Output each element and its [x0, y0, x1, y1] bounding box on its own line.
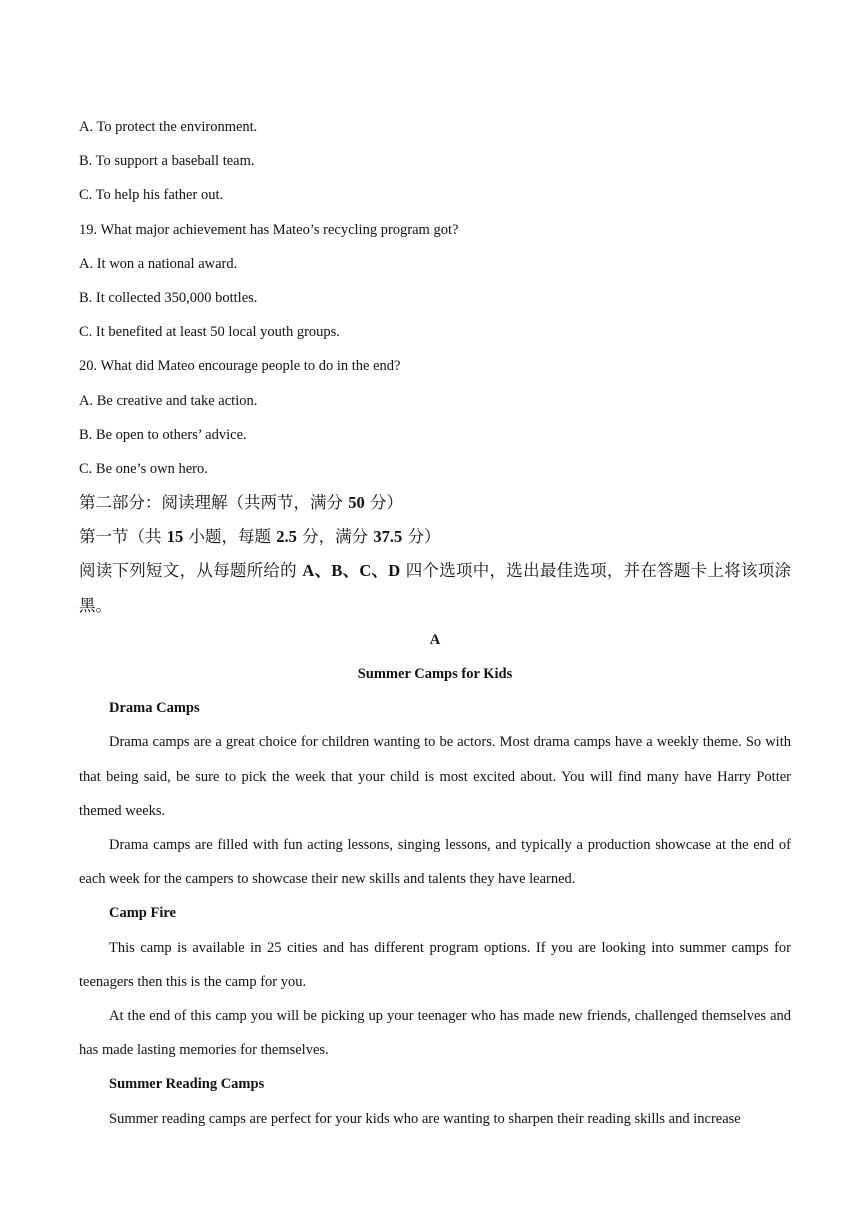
document-page: [79, 110, 791, 1136]
instructions: 阅读下列短文，从每题所给的 A、B、C、D 四个选项中，选出最佳选项，并在答题卡上将该项涂黑。: [79, 561, 791, 615]
camp-fire-paragraph-1: This camp is available in 25 cities and has different program options. If you are looking into summer camps for teenagers then this is the camp for you.: [79, 939, 791, 990]
q20-option-b: B. Be open to others’ advice.: [79, 426, 247, 443]
q19-option-c: C. It benefited at least 50 local youth groups.: [79, 324, 340, 341]
passage-label: A: [429, 631, 441, 648]
camp-fire-paragraph-2: At the end of this camp you will be picking up your teenager who has made new friends, challenged themselves and has made lasting memories for themselves.: [79, 1008, 791, 1059]
passage-title: Summer Camps for Kids: [357, 666, 513, 683]
part2-title: 第二部分：阅读理解（共两节，满分 50 分）: [79, 493, 403, 513]
section1-title: 第一节（共 15 小题，每题 2.5 分，满分 37.5 分）: [79, 527, 441, 547]
camp-fire-heading: Camp Fire: [109, 905, 176, 922]
q19-stem: 19. What major achievement has Mateo’s recycling program got?: [79, 221, 459, 238]
summer-reading-heading: Summer Reading Camps: [109, 1076, 265, 1093]
drama-paragraph-2: Drama camps are filled with fun acting lessons, singing lessons, and typically a production showcase at the end of each week for the campers to showcase their new skills and talents they have learned.: [79, 837, 791, 888]
q20-option-a: A. Be creative and take action.: [79, 392, 258, 409]
q18-option-c: C. To help his father out.: [79, 187, 224, 204]
q18-option-b: B. To support a baseball team.: [79, 153, 255, 170]
q20-option-c: C. Be one’s own hero.: [79, 460, 208, 477]
q20-stem: 20. What did Mateo encourage people to do in the end?: [79, 358, 401, 375]
drama-paragraph-1: Drama camps are a great choice for children wanting to be actors. Most drama camps have a weekly theme. So with that being said, be sure to pick the week that your child is most excited about. You will find many have Harry Potter themed weeks.: [79, 734, 791, 819]
drama-camps-heading: Drama Camps: [109, 700, 200, 717]
summer-reading-paragraph-1: Summer reading camps are perfect for your kids who are wanting to sharpen their reading skills and increase: [109, 1110, 741, 1127]
q19-option-a: A. It won a national award.: [79, 255, 238, 272]
q18-option-a: A. To protect the environment.: [79, 119, 258, 135]
q19-option-b: B. It collected 350,000 bottles.: [79, 289, 258, 306]
